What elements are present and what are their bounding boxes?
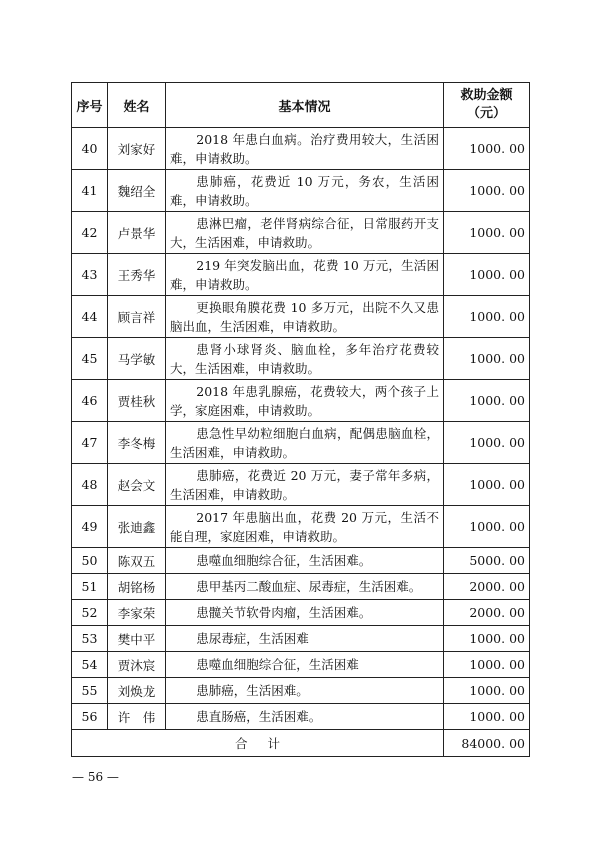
row-info: 更换眼角膜花费 10 多万元，出院不久又患脑出血，生活困难，申请救助。 [166, 296, 444, 338]
row-amount: 5000. 00 [444, 548, 530, 574]
total-amount: 84000. 00 [444, 730, 530, 757]
row-seq: 56 [72, 704, 108, 730]
row-amount: 1000. 00 [444, 678, 530, 704]
row-seq: 43 [72, 254, 108, 296]
row-name: 刘焕龙 [108, 678, 166, 704]
row-amount: 1000. 00 [444, 704, 530, 730]
row-name: 贾沐宸 [108, 652, 166, 678]
total-label: 合计 [72, 730, 444, 757]
table-row [72, 296, 530, 338]
row-seq: 42 [72, 212, 108, 254]
row-name: 李冬梅 [108, 422, 166, 464]
relief-table [71, 82, 530, 757]
row-amount: 1000. 00 [444, 652, 530, 678]
table-row [72, 128, 530, 170]
row-info: 患肺癌，花费近 10 万元，务农，生活困难，申请救助。 [166, 170, 444, 212]
header-amount-line1: 救助金额 [460, 88, 513, 103]
table-row [72, 380, 530, 422]
table-row [72, 464, 530, 506]
row-info: 患肺癌，生活困难。 [166, 678, 444, 704]
table-row [72, 652, 530, 678]
row-info: 2017 年患脑出血，花费 20 万元，生活不能自理，家庭困难，申请救助。 [166, 506, 444, 548]
row-seq: 44 [72, 296, 108, 338]
row-seq: 52 [72, 600, 108, 626]
total-row [72, 730, 530, 757]
row-info: 患淋巴瘤，老伴肾病综合征，日常服药开支大，生活困难，申请救助。 [166, 212, 444, 254]
row-name: 樊中平 [108, 626, 166, 652]
row-info: 患尿毒症，生活困难 [166, 626, 444, 652]
table-row [72, 170, 530, 212]
row-seq: 47 [72, 422, 108, 464]
row-amount: 1000. 00 [444, 296, 530, 338]
table-row [72, 704, 530, 730]
row-amount: 1000. 00 [444, 254, 530, 296]
row-seq: 46 [72, 380, 108, 422]
row-name: 李家荣 [108, 600, 166, 626]
row-amount: 2000. 00 [444, 574, 530, 600]
row-name: 胡铭杨 [108, 574, 166, 600]
row-amount: 2000. 00 [444, 600, 530, 626]
row-amount: 1000. 00 [444, 128, 530, 170]
row-seq: 45 [72, 338, 108, 380]
table-row [72, 422, 530, 464]
row-info: 患噬血细胞综合征，生活困难。 [166, 548, 444, 574]
table-row [72, 254, 530, 296]
table-row [72, 506, 530, 548]
row-amount: 1000. 00 [444, 626, 530, 652]
row-info: 患肾小球肾炎、脑血栓，多年治疗花费较大，生活困难，申请救助。 [166, 338, 444, 380]
header-seq: 序号 [72, 83, 108, 128]
header-info: 基本情况 [166, 83, 444, 128]
row-seq: 41 [72, 170, 108, 212]
row-amount: 1000. 00 [444, 380, 530, 422]
row-amount: 1000. 00 [444, 422, 530, 464]
table-row [72, 212, 530, 254]
row-seq: 48 [72, 464, 108, 506]
row-info: 患甲基丙二酸血症、尿毒症，生活困难。 [166, 574, 444, 600]
table-row [72, 548, 530, 574]
table-row [72, 338, 530, 380]
header-amount [444, 83, 530, 128]
header-name: 姓名 [108, 83, 166, 128]
header-row [72, 83, 530, 128]
row-name: 赵会文 [108, 464, 166, 506]
row-info: 患噬血细胞综合征，生活困难 [166, 652, 444, 678]
row-name: 陈双五 [108, 548, 166, 574]
row-info: 2018 年患白血病。治疗费用较大，生活困难，申请救助。 [166, 128, 444, 170]
row-seq: 54 [72, 652, 108, 678]
row-amount: 1000. 00 [444, 212, 530, 254]
header-amount-line2: （元） [466, 106, 506, 121]
row-amount: 1000. 00 [444, 170, 530, 212]
row-info: 患肺癌，花费近 20 万元，妻子常年多病，生活困难，申请救助。 [166, 464, 444, 506]
row-seq: 49 [72, 506, 108, 548]
row-name: 许 伟 [108, 704, 166, 730]
row-name: 张迪鑫 [108, 506, 166, 548]
table-row [72, 600, 530, 626]
row-name: 王秀华 [108, 254, 166, 296]
row-name: 马学敏 [108, 338, 166, 380]
row-amount: 1000. 00 [444, 506, 530, 548]
row-info: 患髋关节软骨肉瘤，生活困难。 [166, 600, 444, 626]
page-number: — 56 — [72, 770, 119, 784]
row-name: 卢景华 [108, 212, 166, 254]
row-name: 贾桂秋 [108, 380, 166, 422]
row-info: 患急性早幼粒细胞白血病，配偶患脑血栓，生活困难，申请救助。 [166, 422, 444, 464]
row-info: 患直肠癌，生活困难。 [166, 704, 444, 730]
row-name: 顾言祥 [108, 296, 166, 338]
row-amount: 1000. 00 [444, 338, 530, 380]
row-amount: 1000. 00 [444, 464, 530, 506]
row-seq: 53 [72, 626, 108, 652]
row-seq: 40 [72, 128, 108, 170]
row-name: 刘家好 [108, 128, 166, 170]
table-row [72, 574, 530, 600]
row-info: 2018 年患乳腺癌，花费较大，两个孩子上学，家庭困难，申请救助。 [166, 380, 444, 422]
table-row [72, 626, 530, 652]
row-seq: 55 [72, 678, 108, 704]
row-info: 219 年突发脑出血，花费 10 万元，生活困难，申请救助。 [166, 254, 444, 296]
row-seq: 51 [72, 574, 108, 600]
row-name: 魏绍全 [108, 170, 166, 212]
row-seq: 50 [72, 548, 108, 574]
table-row [72, 678, 530, 704]
